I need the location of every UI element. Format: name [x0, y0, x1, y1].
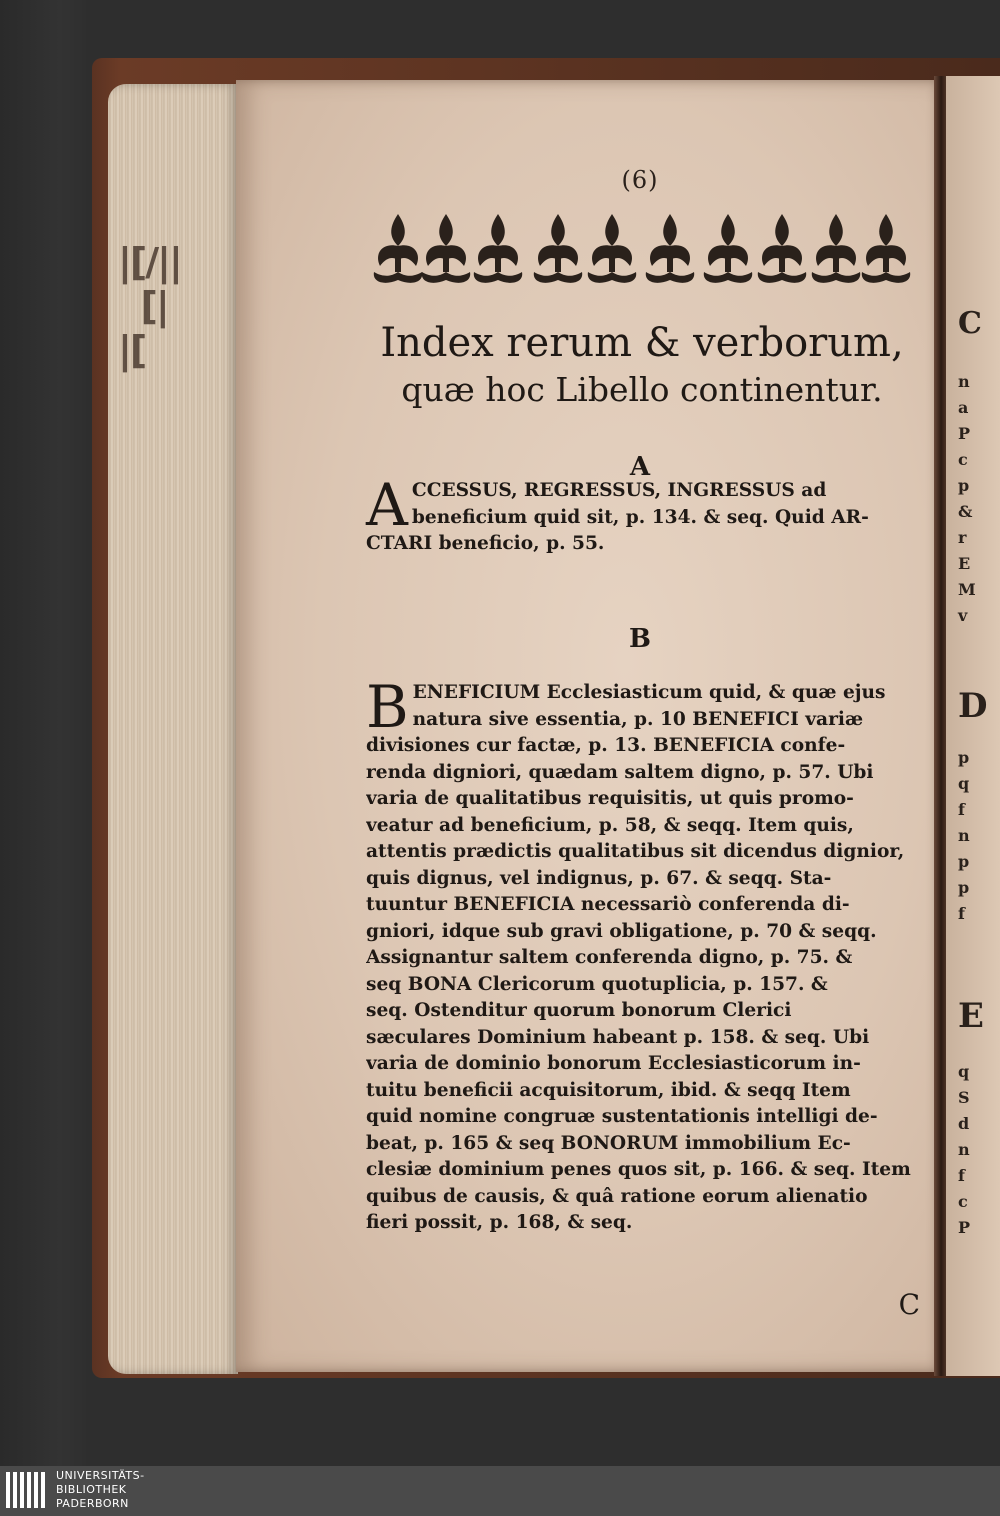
entry-line: quibus de causis, & quâ ratione eorum alienatio [366, 1185, 868, 1207]
library-footer [0, 1466, 1000, 1516]
entry-line: clesiæ dominium penes quos sit, p. 166. & seq. Item [366, 1159, 911, 1180]
heading-line-2: quæ hoc Libello continentur. [401, 370, 883, 409]
library-name-line-2: BIBLIOTHEK [56, 1483, 127, 1496]
catchword: C [898, 1288, 920, 1321]
fleuron-ornament-band [368, 206, 916, 290]
library-name-line-1: UNIVERSITÄTS- [56, 1469, 145, 1482]
spine-bleed-through: |[/|| [| |[ [118, 240, 181, 372]
heading-line-1: Index rerum & verborum, [380, 320, 904, 366]
library-name-line-3: PADERBORN [56, 1497, 129, 1510]
index-entry-b [366, 673, 914, 1237]
entry-line: CCESSUS, REGRESSUS, INGRESSUS ad [411, 480, 827, 501]
entry-line: Assignantur saltem conferenda digno, p. 75. & [366, 947, 853, 968]
drop-cap-b: B [366, 673, 409, 741]
entry-line: beneficium quid sit, p. 134. & seq. Quid AR- [411, 506, 869, 528]
entry-line: seq BONA Clericorum quotuplicia, p. 157. & [366, 973, 828, 995]
section-letter-b: B [629, 624, 651, 654]
entry-line: quis dignus, vel indignus, p. 67. & seqq. Sta- [366, 867, 832, 889]
index-entry-a [366, 471, 914, 558]
index-heading [368, 318, 916, 412]
entry-line: CTARI beneficio, p. 55. [366, 533, 605, 554]
entry-line: divisiones cur factæ, p. 13. BENEFICIA confe- [366, 735, 846, 756]
entry-line: quid nomine congruæ sustentationis intelligi de- [366, 1106, 878, 1127]
entry-line: natura sive essentia, p. 10 BENEFICI variæ [412, 708, 864, 730]
section-letter-a: A [629, 452, 651, 482]
entry-line: renda digniori, quædam saltem digno, p. 57. Ubi [366, 761, 874, 783]
entry-line: attentis prædictis qualitatibus sit dicendus dignior, [366, 841, 905, 862]
entry-line: varia de dominio bonorum Ecclesiasticorum in- [366, 1053, 861, 1074]
library-name [56, 1469, 145, 1511]
entry-line: ENEFICIUM Ecclesiasticum quid, & quæ ejus [412, 682, 886, 703]
facing-page-edge: C n a P c p & r E M v D p q f n p p f E q S d n f c P [946, 76, 1000, 1376]
page-number: (6) [621, 166, 659, 194]
library-logo-icon [6, 1472, 50, 1508]
entry-line: varia de qualitatibus requisitis, ut quis promo- [366, 788, 854, 809]
entry-line: tuuntur BENEFICIA necessariò conferenda di- [366, 894, 850, 915]
fleuron-icon [374, 214, 910, 283]
entry-line: gniori, idque sub gravi obligatione, p. 70 & seqq. [366, 920, 877, 942]
entry-line: tuitu beneficii acquisitorum, ibid. & seqq Item [366, 1079, 851, 1101]
entry-line: fieri possit, p. 168, & seq. [366, 1212, 633, 1233]
entry-line: seq. Ostenditur quorum bonorum Clerici [366, 1000, 792, 1021]
entry-line: beat, p. 165 & seq BONORUM immobilium Ec- [366, 1132, 851, 1154]
entry-line: veatur ad beneficium, p. 58, & seqq. Item quis, [366, 814, 854, 836]
entry-line: sæculares Dominium habeant p. 158. & seq. Ubi [366, 1026, 870, 1048]
drop-cap-a: A [366, 471, 408, 539]
